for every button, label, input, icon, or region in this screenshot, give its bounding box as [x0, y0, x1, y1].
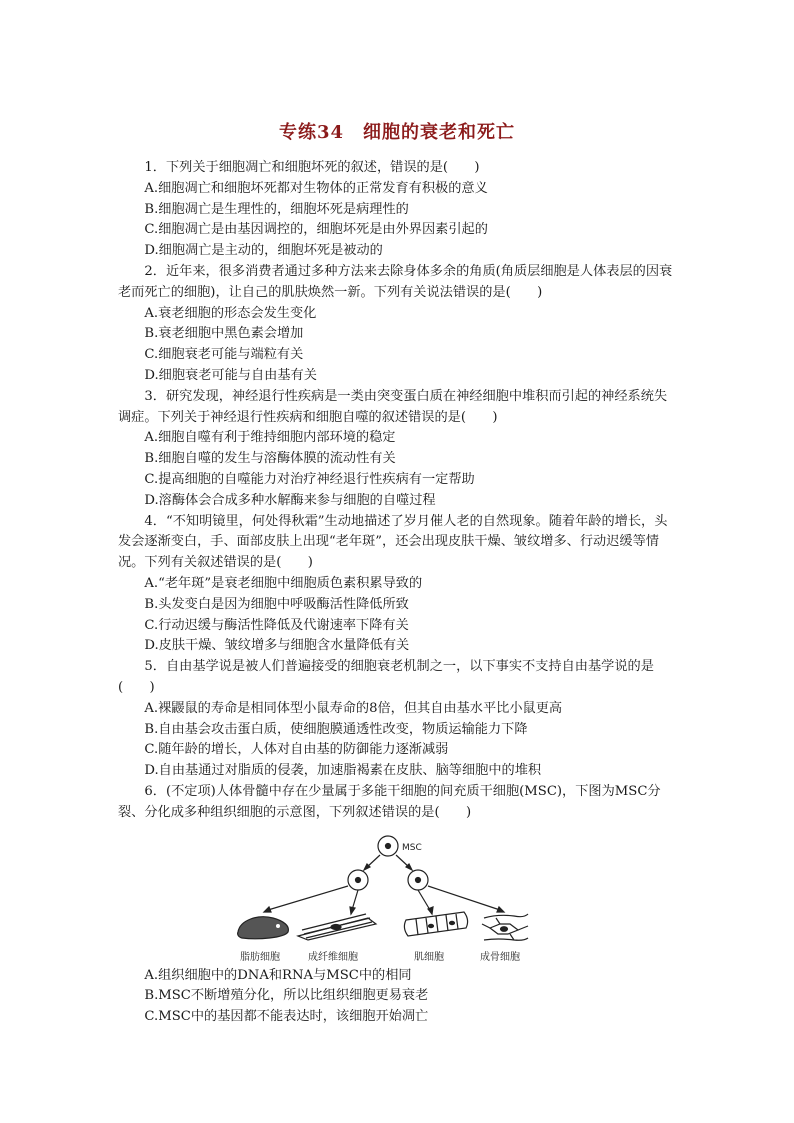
option-d: D.皮肤干燥、皱纹增多与细胞含水量降低有关	[144, 638, 410, 654]
option-c: C.提高细胞的自噬能力对治疗神经退行性疾病有一定帮助	[144, 471, 475, 487]
option-c: C.细胞凋亡是由基因调控的，细胞坏死是由外界因素引起的	[144, 222, 488, 238]
bone-cell-shape	[482, 914, 528, 940]
question-stem: 5．自由基学说是被人们普遍接受的细胞衰老机制之一，以下事实不支持自由基学说的是( )	[118, 659, 654, 695]
option-a: A.“老年斑”是衰老细胞中细胞质色素积累导致的	[144, 575, 423, 591]
question-list	[118, 158, 678, 1028]
option-a: A.组织细胞中的DNA和RNA与MSC中的相同	[144, 967, 412, 983]
msc-label: MSC	[402, 842, 422, 853]
option-b: B.细胞凋亡是生理性的，细胞坏死是病理性的	[144, 201, 409, 217]
option-a: A.裸鼹鼠的寿命是相同体型小鼠寿命的8倍，但其自由基水平比小鼠更高	[144, 700, 563, 716]
option-a: A.细胞自噬有利于维持细胞内部环境的稳定	[144, 430, 396, 446]
question-stem: 4．“不知明镜里，何处得秋霜”生动地描述了岁月催人老的自然现象。随着年龄的增长，头发会逐渐变白，手、面部皮肤上出现“老年斑”，还会出现皮肤干燥、皱纹增多、行动迟缓等情况。下列有关叙述错误的是( )	[118, 513, 668, 571]
option-a: A.衰老细胞的形态会发生变化	[144, 305, 317, 321]
option-a: A.细胞凋亡和细胞坏死都对生物体的正常发育有积极的意义	[144, 180, 488, 196]
option-c: C.MSC中的基因都不能表达时，该细胞开始凋亡	[144, 1009, 429, 1025]
muscle-cell-shape	[404, 912, 467, 936]
option-d: D.溶酶体会合成多种水解酶来参与细胞的自噬过程	[144, 492, 436, 508]
page-title: 专练34 细胞的衰老和死亡	[278, 122, 516, 143]
option-c: C.随年龄的增长，人体对自由基的防御能力逐渐减弱	[144, 742, 449, 758]
caption-fibroblast: 成纤维细胞	[308, 951, 358, 963]
option-b: B.头发变白是因为细胞中呼吸酶活性降低所致	[144, 596, 409, 612]
option-b: B.自由基会攻击蛋白质，使细胞膜通透性改变，物质运输能力下降	[144, 721, 528, 737]
option-b: B.衰老细胞中黑色素会增加	[144, 326, 304, 342]
fat-cell-shape	[238, 916, 289, 938]
option-d: D.细胞衰老可能与自由基有关	[144, 367, 317, 383]
question-stem: 3．研究发现，神经退行性疾病是一类由突变蛋白质在神经细胞中堆积而引起的神经系统失调症。下列关于神经退行性疾病和细胞自噬的叙述错误的是( )	[118, 388, 668, 425]
caption-fat-cell: 脂肪细胞	[240, 951, 280, 963]
caption-bone-cell: 成骨细胞	[480, 951, 520, 963]
question-stem: 6．(不定项)人体骨髓中存在少量属于多能干细胞的间充质干细胞(MSC)，下图为MSC分裂、分化成多种组织细胞的示意图，下列叙述错误的是( )	[118, 783, 661, 820]
msc-differentiation-figure	[118, 828, 678, 963]
option-c: C.行动迟缓与酶活性降低及代谢速率下降有关	[144, 617, 409, 633]
option-b: B.细胞自噬的发生与溶酶体膜的流动性有关	[144, 451, 396, 467]
figure-drawing	[118, 828, 678, 960]
caption-muscle-cell: 肌细胞	[414, 951, 444, 963]
option-c: C.细胞衰老可能与端粒有关	[144, 347, 304, 363]
question-stem: 1．下列关于细胞凋亡和细胞坏死的叙述，错误的是( )	[144, 160, 480, 175]
option-d: D.细胞凋亡是主动的，细胞坏死是被动的	[144, 243, 383, 259]
question-stem: 2．近年来，很多消费者通过多种方法来去除身体多余的角质(角质层细胞是人体表层的因衰老而死亡的细胞)，让自己的肌肤焕然一新。下列有关说法错误的是( )	[118, 263, 673, 300]
option-b: B.MSC不断增殖分化，所以比组织细胞更易衰老	[144, 988, 429, 1004]
option-d: D.自由基通过对脂质的侵袭，加速脂褐素在皮肤、脑等细胞中的堆积	[144, 763, 542, 779]
fibroblast-shape	[298, 914, 376, 940]
